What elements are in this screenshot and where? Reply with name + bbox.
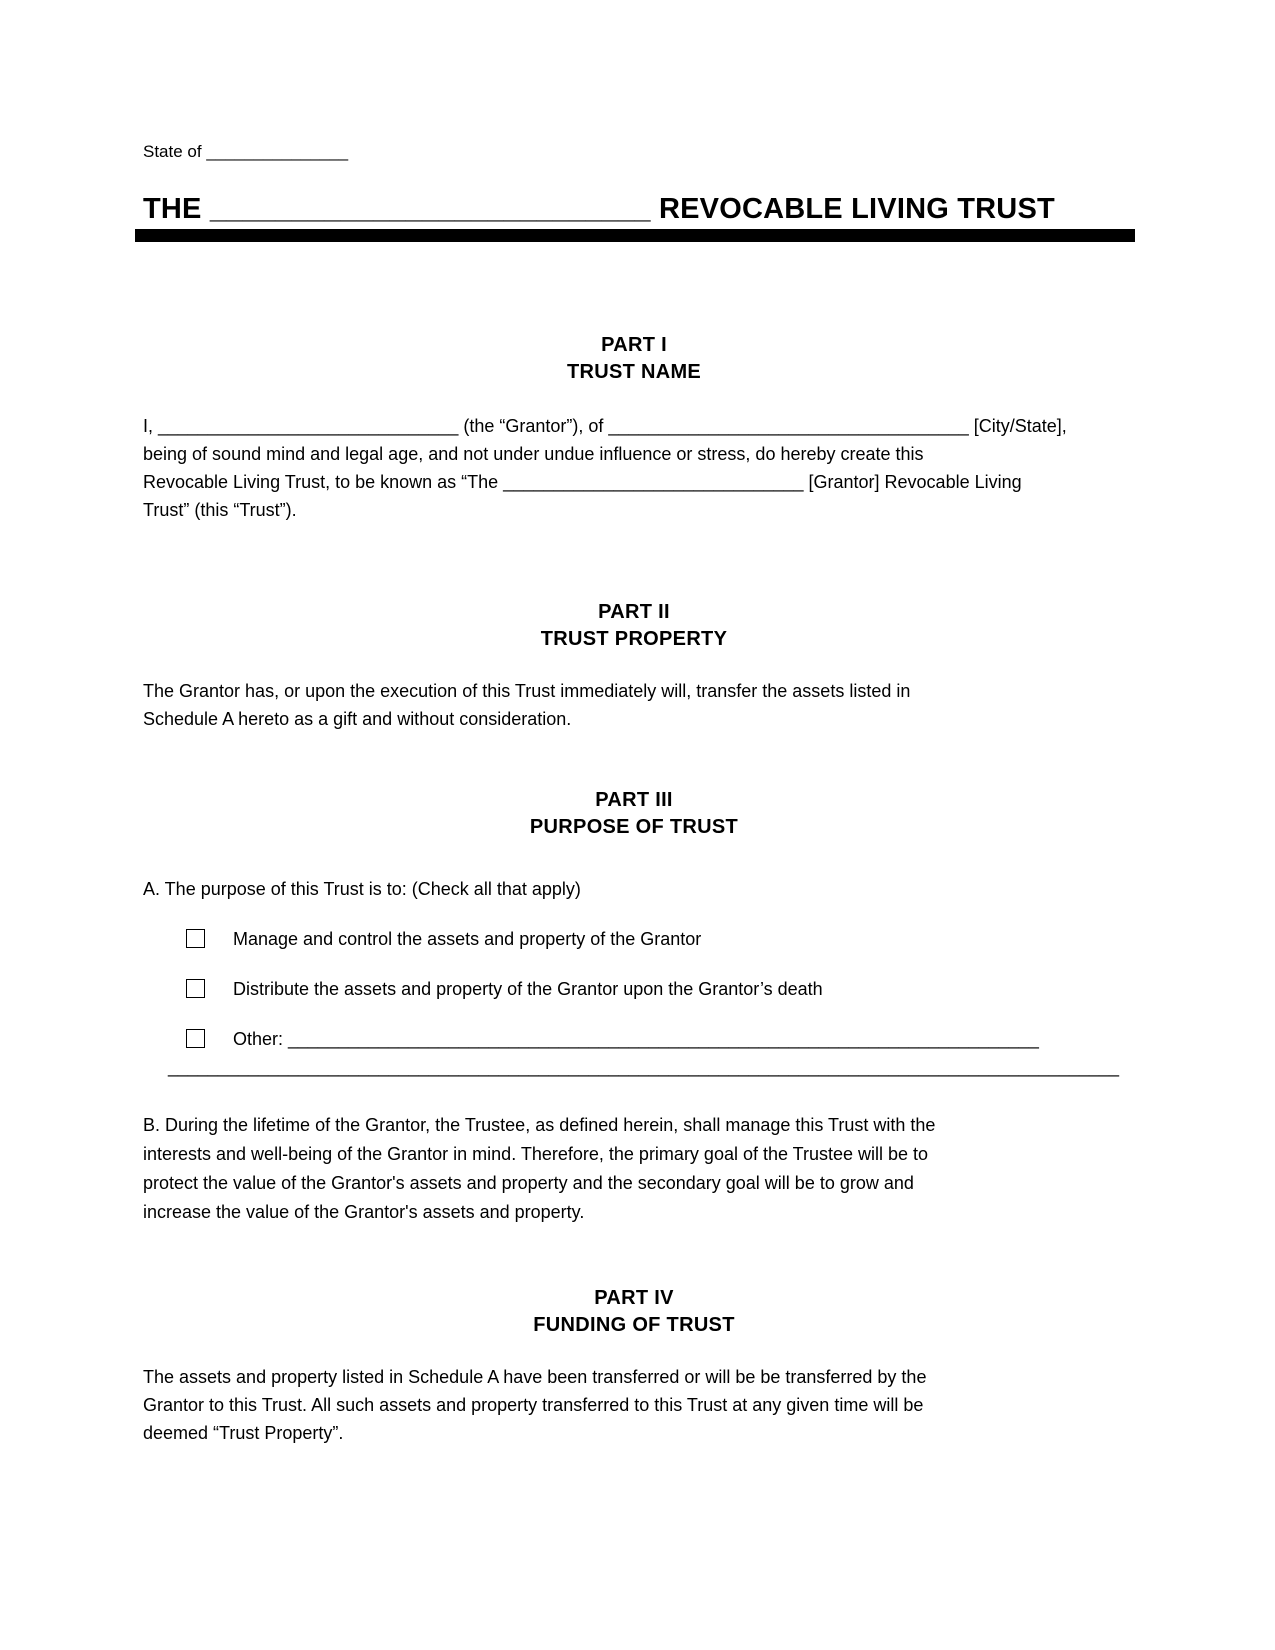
part1-paragraph-line: Trust” (this “Trust”). [143, 500, 297, 520]
part1-heading-label: PART I [601, 334, 667, 356]
part3-heading-label: PART III [595, 789, 673, 811]
checkbox-row-manage [186, 925, 1125, 953]
checkbox-manage-label: Manage and control the assets and property of the Grantor [233, 929, 702, 949]
part4-heading-label: PART IV [594, 1287, 674, 1309]
part2-heading-label: PART II [598, 601, 670, 623]
checkbox-other[interactable] [186, 1029, 205, 1048]
state-of-line: State of _______________ [143, 142, 349, 161]
part1-paragraph [143, 412, 1125, 524]
part1-heading [143, 332, 1125, 386]
part4-heading [143, 1285, 1125, 1339]
part1-paragraph-line: I, ______________________________ (the “Grantor”), of ____________________________________ [City/State], [143, 416, 1067, 436]
part2-paragraph [143, 677, 1125, 733]
part3-paragraph-b-line: protect the value of the Grantor's assets and property and the secondary goal will be to grow and [143, 1173, 914, 1193]
checkbox-row-distribute [186, 975, 1125, 1003]
part4-paragraph-line: The assets and property listed in Schedule A have been transferred or will be be transferred by the [143, 1367, 927, 1387]
part2-heading [143, 599, 1125, 653]
part4-paragraph-line: Grantor to this Trust. All such assets and property transferred to this Trust at any given time will be [143, 1395, 924, 1415]
part1-subheading-label: TRUST NAME [566, 361, 702, 383]
part3-heading [143, 787, 1125, 841]
part3-paragraph-b [143, 1111, 1125, 1227]
part3-paragraph-b-line: interests and well-being of the Grantor in mind. Therefore, the primary goal of the Trustee will be to [143, 1144, 929, 1164]
part1-paragraph-line: being of sound mind and legal age, and not under undue influence or stress, do hereby create this [143, 444, 924, 464]
part4-paragraph-line: deemed “Trust Property”. [143, 1423, 344, 1443]
part3-subheading-label: PURPOSE OF TRUST [529, 816, 739, 838]
part2-subheading-label: TRUST PROPERTY [540, 628, 728, 650]
part3-paragraph-b-line: increase the value of the Grantor's assets and property. [143, 1202, 585, 1222]
other-continuation-blank: _______________________________________________________________________________________________ [168, 1057, 1120, 1077]
part1-paragraph-line: Revocable Living Trust, to be known as “The ______________________________ [Grantor] Revocable Living [143, 472, 1022, 492]
document-title: THE ___________________________ REVOCABLE LIVING TRUST [143, 193, 1055, 225]
checkbox-other-label: Other: ___________________________________________________________________________ [233, 1029, 1039, 1049]
checkbox-row-other [186, 1025, 1125, 1053]
checkbox-distribute-label: Distribute the assets and property of the Grantor upon the Grantor’s death [233, 979, 823, 999]
part4-paragraph [143, 1363, 1125, 1447]
part2-paragraph-line: Schedule A hereto as a gift and without consideration. [143, 709, 572, 729]
part3-paragraph-b-line: B. During the lifetime of the Grantor, the Trustee, as defined herein, shall manage this Trust with the [143, 1115, 936, 1135]
part2-paragraph-line: The Grantor has, or upon the execution of this Trust immediately will, transfer the assets listed in [143, 681, 911, 701]
title-rule [135, 229, 1135, 242]
checkbox-distribute[interactable] [186, 979, 205, 998]
part4-subheading-label: FUNDING OF TRUST [533, 1314, 735, 1336]
checkbox-manage[interactable] [186, 929, 205, 948]
purpose-intro: A. The purpose of this Trust is to: (Check all that apply) [143, 879, 581, 899]
